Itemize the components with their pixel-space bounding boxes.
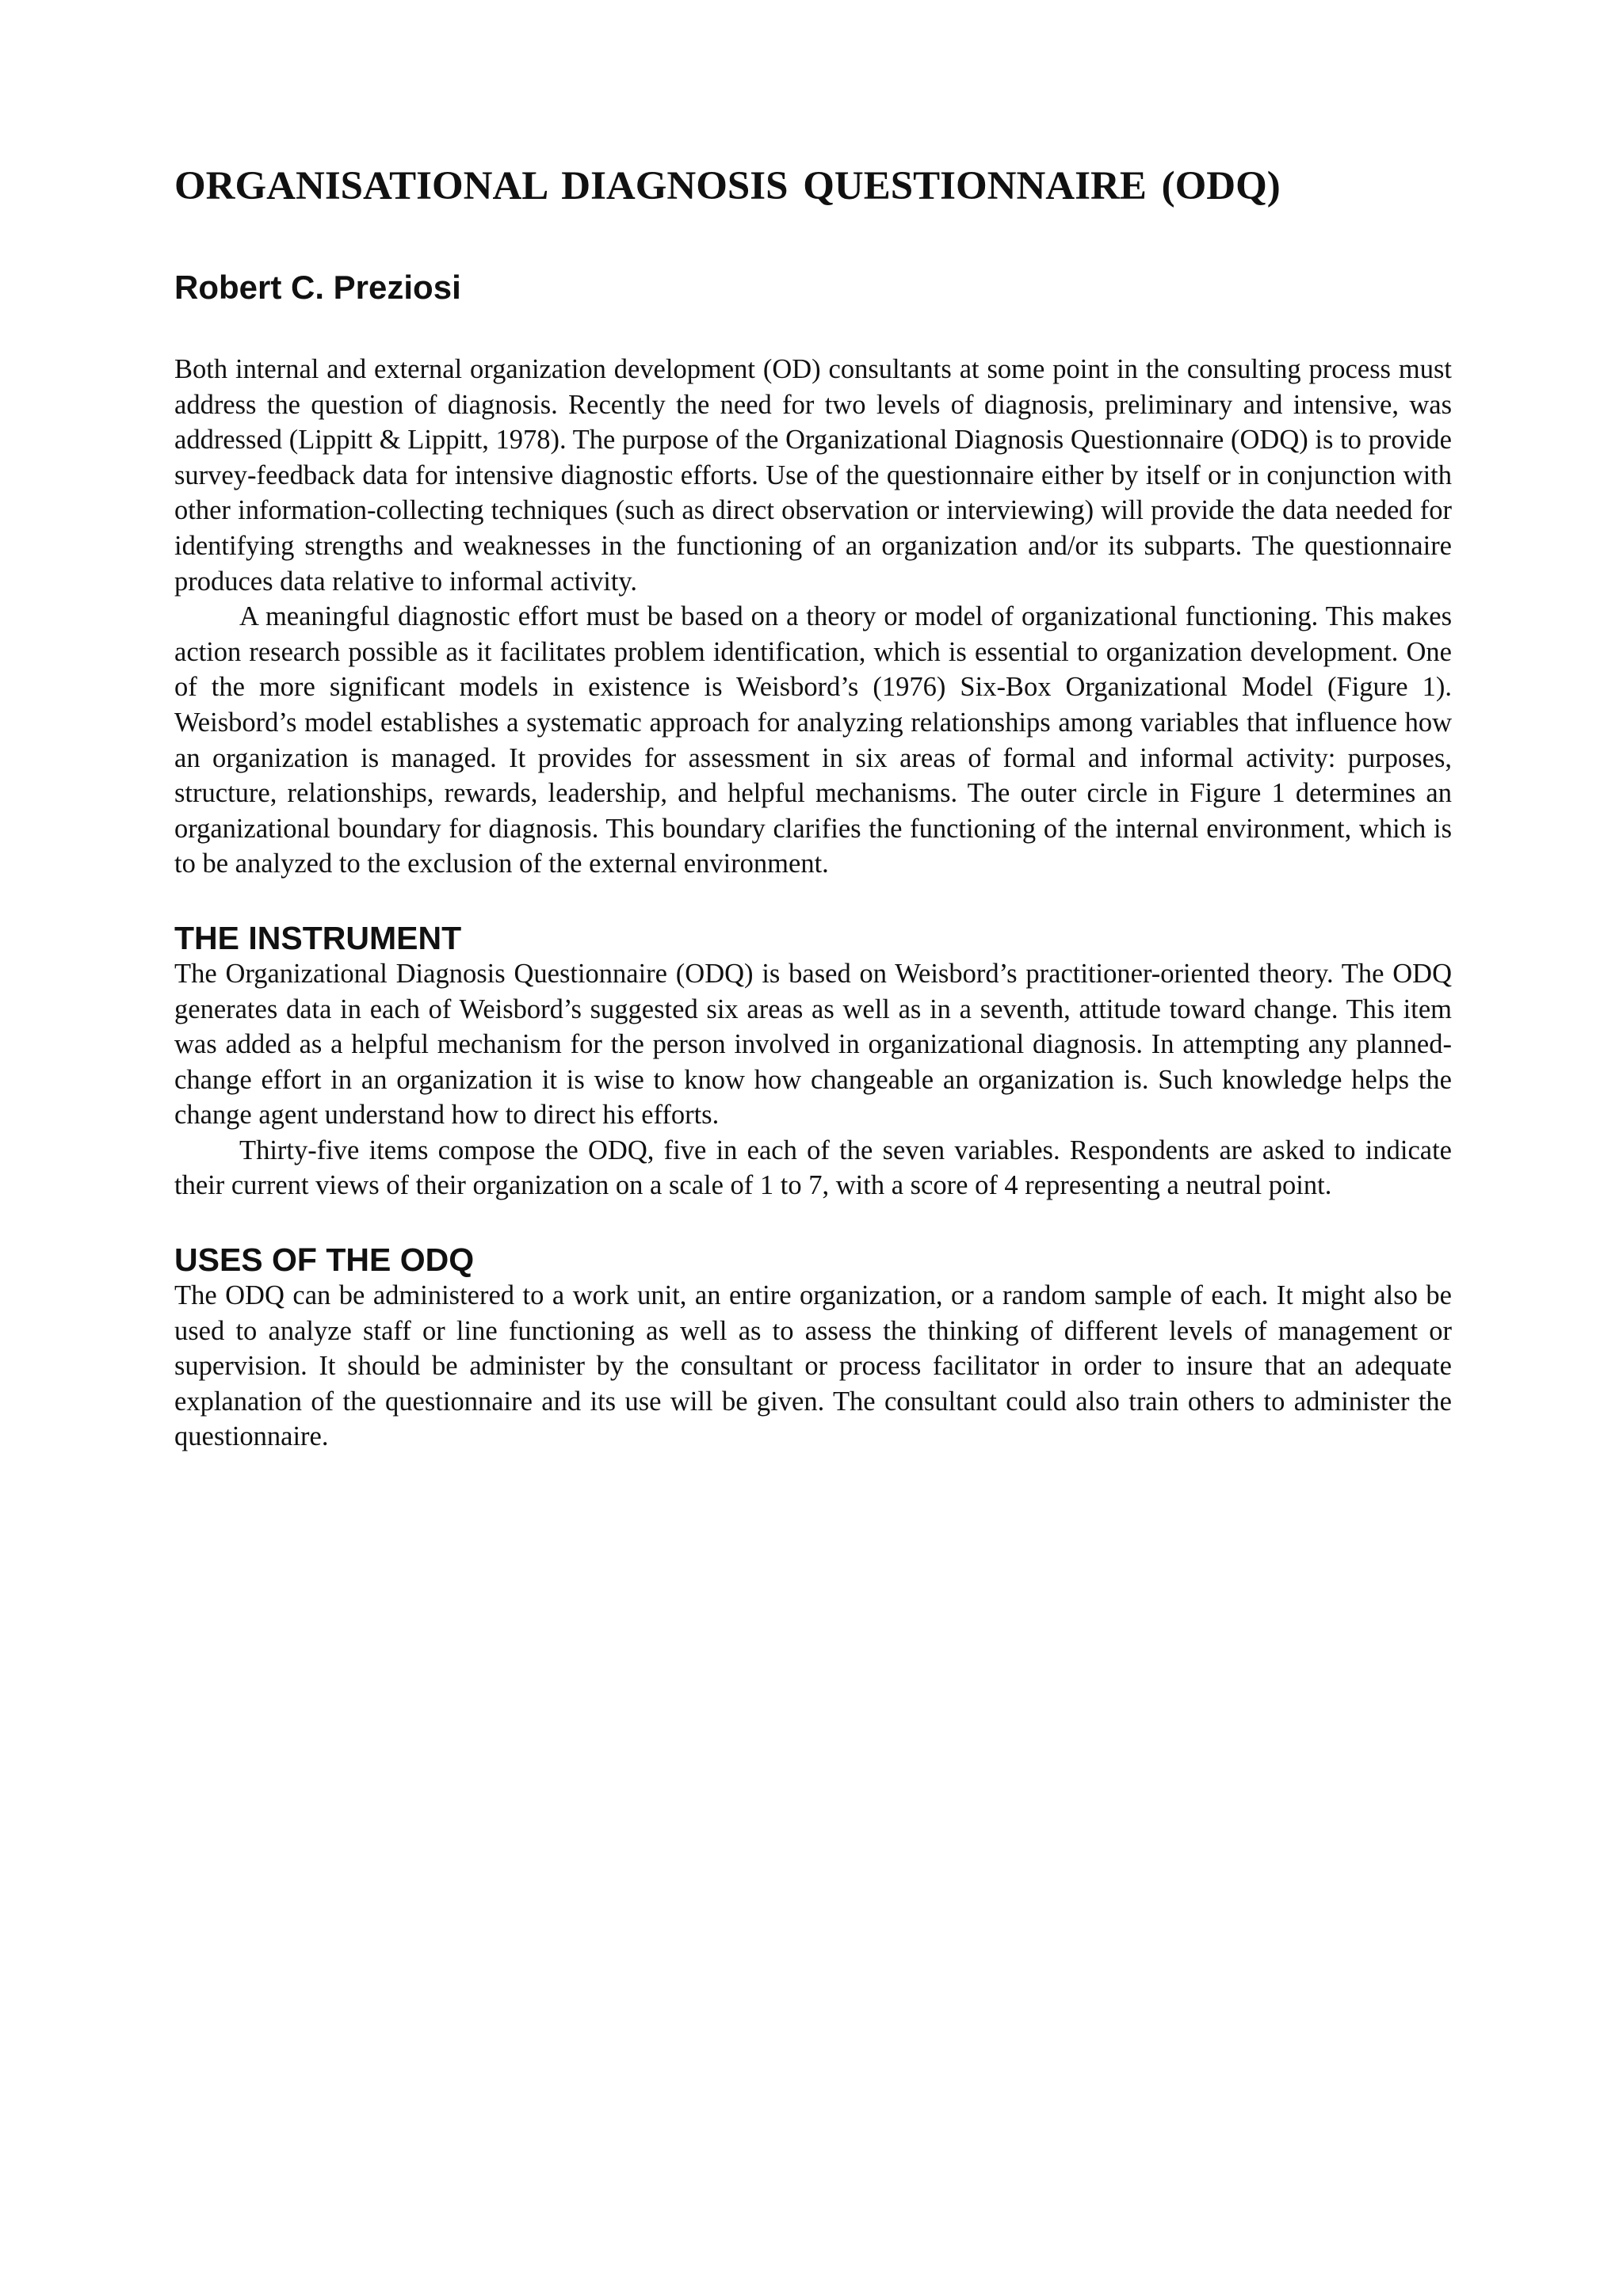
uses-heading: USES OF THE ODQ xyxy=(174,1241,475,1279)
instrument-heading: THE INSTRUMENT xyxy=(174,919,462,956)
author-name: Robert C. Preziosi xyxy=(174,269,461,306)
intro-paragraph: Both internal and external organization development (OD) consultants at some point in the consulting process must address the question of diagnosis. Recently the need for two levels of diagnosis, preliminary and intensive, was addressed (Lippitt & Lippitt, 1978). The purpose of the Organizational Diagnosis Questionnaire (ODQ) is to provide survey-feedback data for intensive diagnostic efforts. Use of the questionnaire either by itself or in conjunction with other information-collecting techniques (such as direct observation or interviewing) will provide the data needed for identifying strengths and weaknesses in the functioning of an organization and/or its subparts. The questionnaire produces data relative to informal activity. xyxy=(174,354,1452,597)
intro-section xyxy=(174,352,1452,882)
document-page xyxy=(174,162,1452,1455)
instrument-paragraph: The Organizational Diagnosis Questionnaire (ODQ) is based on Weisbord’s practitioner-oriented theory. The ODQ generates data in each of Weisbord’s suggested six areas as well as in a seventh, attitude toward change. This item was added as a helpful mechanism for the person involved in organizational diagnosis. In attempting any planned-change effort in an organization it is wise to know how changeable an organization is. Such knowledge helps the change agent understand how to direct his efforts. xyxy=(174,958,1452,1131)
instrument-paragraph: Thirty-five items compose the ODQ, five in each of the seven variables. Respondents are asked to indicate their current views of their organization on a scale of 1 to 7, with a score of 4 representing a neutral point. xyxy=(174,1135,1452,1201)
instrument-section xyxy=(174,920,1452,1203)
uses-section xyxy=(174,1241,1452,1455)
document-title: ORGANISATIONAL DIAGNOSIS QUESTIONNAIRE (ODQ) xyxy=(174,164,1281,208)
uses-paragraph: The ODQ can be administered to a work unit, an entire organization, or a random sample of each. It might also be used to analyze staff or line functioning as well as to assess the thinking of different levels of management or supervision. It should be administer by the consultant or process facilitator in order to insure that an adequate explanation of the questionnaire and its use will be given. The consultant could also train others to administer the questionnaire. xyxy=(174,1280,1452,1452)
intro-paragraph: A meaningful diagnostic effort must be based on a theory or model of organizational functioning. This makes action research possible as it facilitates problem identification, which is essential to organization development. One of the more significant models in existence is Weisbord’s (1976) Six-Box Organizational Model (Figure 1). Weisbord’s model establishes a systematic approach for analyzing relationships among variables that influence how an organization is managed. It provides for assessment in six areas of formal and informal activity: purposes, structure, relationships, rewards, leadership, and helpful mechanisms. The outer circle in Figure 1 determines an organizational boundary for diagnosis. This boundary clarifies the functioning of the internal environment, which is to be analyzed to the exclusion of the external environment. xyxy=(174,601,1452,879)
